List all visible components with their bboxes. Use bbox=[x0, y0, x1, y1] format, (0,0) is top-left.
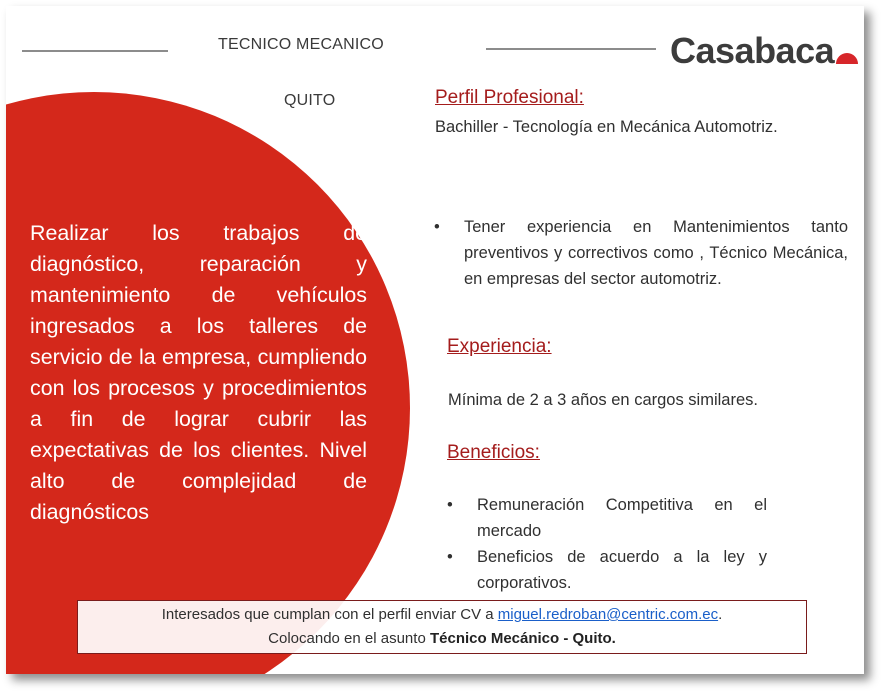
contact-suffix: . bbox=[718, 606, 723, 623]
logo-mark-icon bbox=[836, 53, 858, 64]
contact-line-2 bbox=[78, 627, 806, 651]
email-link[interactable]: miguel.redroban@centric.com.ec bbox=[497, 606, 719, 623]
contact-box bbox=[77, 600, 807, 654]
job-title: TECNICO MECANICO bbox=[218, 36, 384, 53]
header-rule-left bbox=[22, 50, 168, 52]
beneficios-title: Beneficios: bbox=[447, 442, 540, 463]
job-location: QUITO bbox=[284, 92, 336, 109]
subject-text: Técnico Mecánico - Quito. bbox=[429, 630, 616, 647]
casabaca-logo bbox=[670, 29, 858, 69]
beneficios-bullets bbox=[447, 492, 767, 596]
list-item bbox=[447, 492, 767, 544]
list-item bbox=[447, 544, 767, 596]
list-item-text: Remuneración Competitiva en el mercado bbox=[477, 496, 767, 540]
list-item-text: Beneficios de acuerdo a la ley y corporativos. bbox=[477, 548, 767, 592]
list-item-text: Tener experiencia en Mantenimientos tanto preventivos y correctivos como , Técnico Mecánica, en empresas del sector automotriz. bbox=[464, 218, 848, 288]
list-item bbox=[434, 214, 848, 292]
job-flyer bbox=[6, 6, 864, 674]
experiencia-title: Experiencia: bbox=[447, 336, 552, 357]
perfil-bullets bbox=[434, 214, 848, 292]
experiencia-text: Mínima de 2 a 3 años en cargos similares. bbox=[448, 391, 758, 409]
header-rule-right bbox=[486, 48, 656, 50]
contact-prefix: Interesados que cumplan con el perfil enviar CV a bbox=[161, 606, 494, 623]
job-description: Realizar los trabajos de diagnóstico, reparación y mantenimiento de vehículos ingresados a los talleres de servicio de la empresa, cumpliendo con los procesos y procedimientos a fin de lograr cubrir las expectativas de los clientes. Nivel alto de complejidad de diagnósticos bbox=[30, 221, 367, 524]
bullet-icon: • bbox=[447, 496, 453, 514]
perfil-text: Bachiller - Tecnología en Mecánica Automotriz. bbox=[435, 118, 778, 136]
logo-text: Casabaca bbox=[670, 30, 835, 71]
perfil-title: Perfil Profesional: bbox=[435, 87, 584, 108]
bullet-icon: • bbox=[447, 548, 453, 566]
contact-line-1 bbox=[78, 603, 806, 627]
subject-prefix: Colocando en el asunto bbox=[268, 630, 426, 647]
bullet-icon: • bbox=[434, 218, 440, 236]
